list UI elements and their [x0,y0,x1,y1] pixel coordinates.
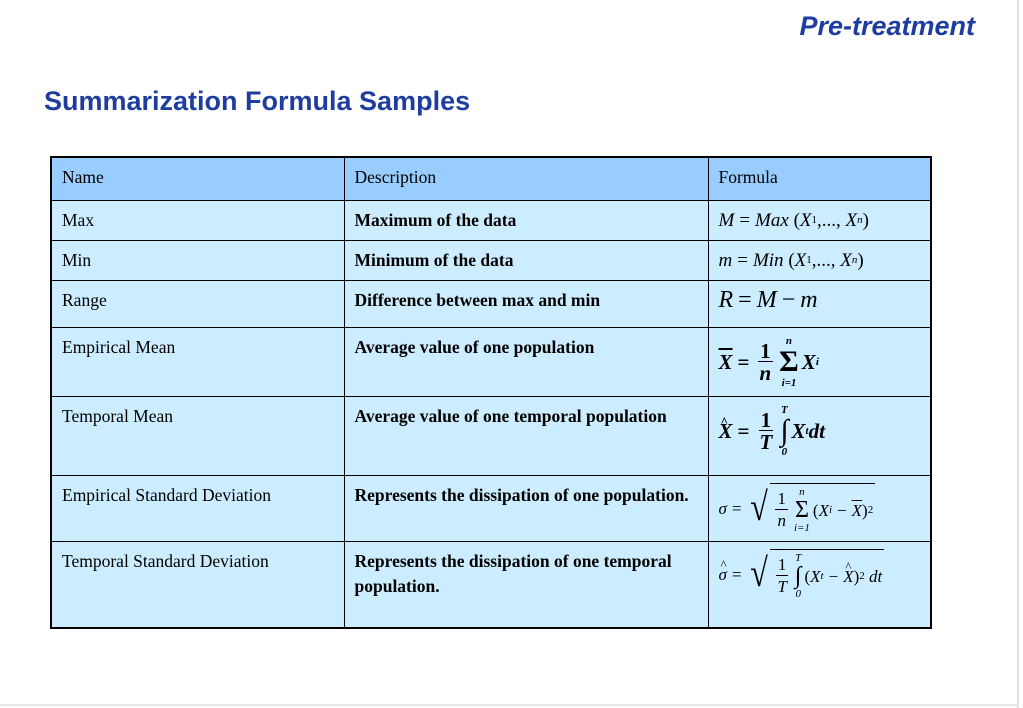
row-formula [708,281,931,328]
row-description: Represents the dissipation of one temporal population. [344,542,708,628]
temporal-std-formula: ^ σ = √ $\frac{1}{T}$ T ∫ 0 ( X t − ^ X ) 2 dt [719,549,885,600]
row-name: Empirical Standard Deviation [51,476,344,542]
table-row [51,476,931,542]
formula-table [50,156,932,629]
row-name: Range [51,281,344,328]
row-formula [708,476,931,542]
slide-title: Summarization Formula Samples [44,86,471,116]
column-header-name: Name [51,157,344,201]
row-description: Difference between max and min [344,281,708,328]
table-row [51,397,931,476]
row-name: Temporal Mean [51,397,344,476]
empirical-mean-formula: $\overline{X}$ = $\frac{1}{n}$ n Σ i=1 X i [718,335,819,389]
table-header-row [51,157,931,201]
row-description: Represents the dissipation of one population. [344,476,708,542]
right-edge-rule [1017,0,1019,708]
row-description: Average value of one temporal population [344,397,708,476]
table-row [51,201,931,241]
row-formula [708,397,931,476]
table-row [51,241,931,281]
table-row [51,281,931,328]
section-title: Pre-treatment [799,11,975,41]
max-formula: M = Max ( X 1 ,..., X n ) [718,210,869,231]
bottom-edge-rule [0,704,1019,706]
range-formula: R = M − m [718,287,818,313]
row-name: Empirical Mean [51,328,344,397]
empirical-std-formula: σ = √ $\frac{1}{n}$ n Σ i=1 ( X i − $\overline{X}$ ) 2 [718,484,874,534]
row-formula [708,542,931,628]
temporal-mean-formula: ^ X = $\frac{1}{T}$ T ∫ 0 X t dt [719,404,825,458]
row-description: Minimum of the data [344,241,708,281]
table-row [51,328,931,397]
row-formula [708,201,931,241]
row-description: Average value of one population [344,328,708,397]
row-description: Maximum of the data [344,201,708,241]
column-header-formula: Formula [708,157,931,201]
row-name: Min [51,241,344,281]
row-formula [708,241,931,281]
min-formula: m = Min ( X 1 ,..., X n ) [718,250,864,271]
row-name: Temporal Standard Deviation [51,542,344,628]
column-header-description: Description [344,157,708,201]
row-name: Max [51,201,344,241]
row-formula [708,328,931,397]
table-row [51,542,931,628]
